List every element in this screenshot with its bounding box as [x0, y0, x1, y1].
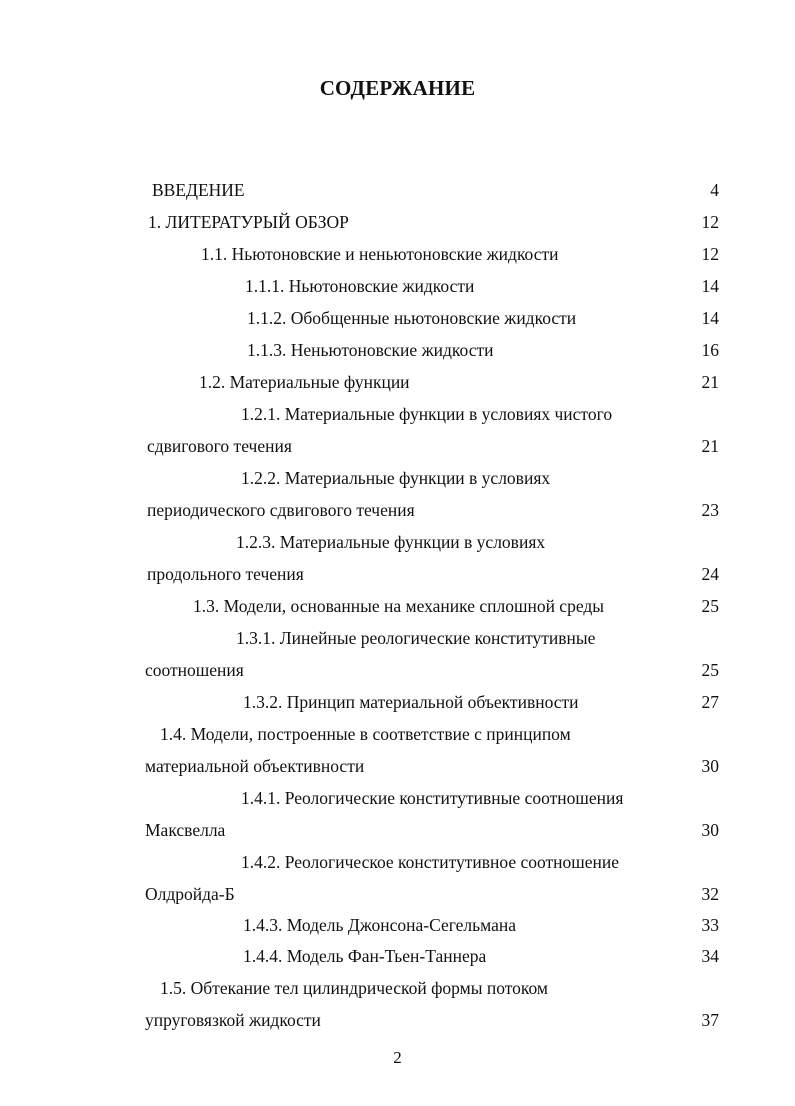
toc-entry-text: 1.3. Модели, основанные на механике сплошной среды: [193, 596, 605, 616]
toc-entry-text: 1.4.3. Модель Джонсона-Сегельмана: [243, 915, 517, 935]
page-number: 2: [393, 1048, 402, 1067]
toc-entry-page: 4: [710, 180, 719, 200]
toc-entry-page: 24: [701, 564, 719, 584]
toc-entry-continuation: Олдройда-Б: [145, 884, 235, 904]
toc-entry-page: 27: [701, 692, 719, 712]
toc-entry-page: 12: [701, 244, 719, 264]
toc-entry-text: 1.4. Модели, построенные в соответствие с принципом: [160, 724, 571, 744]
toc-entry-text: 1.5. Обтекание тел цилиндрической формы потоком: [160, 978, 549, 998]
toc-entry-text: 1.1.1. Ньютоновские жидкости: [245, 276, 475, 296]
toc-entry-continuation: периодического сдвигового течения: [147, 500, 415, 520]
toc-entry-continuation: Максвелла: [145, 820, 226, 840]
toc-entry-page: 32: [701, 884, 719, 904]
toc-entry-text: 1.2.3. Материальные функции в условиях: [236, 532, 546, 552]
toc-entry-continuation: материальной объективности: [145, 756, 365, 776]
page-title: СОДЕРЖАНИЕ: [319, 76, 476, 100]
toc-entry-page: 14: [701, 308, 719, 328]
toc-entry-text: 1.2.2. Материальные функции в условиях: [241, 468, 551, 488]
toc-entry-page: 16: [701, 340, 719, 360]
toc-entry-text: 1.1.3. Неньютоновские жидкости: [247, 340, 494, 360]
toc-entry-continuation: сдвигового течения: [147, 436, 292, 456]
toc-entry-page: 30: [701, 820, 719, 840]
toc-entry-page: 30: [701, 756, 719, 776]
toc-entry-text: 1.3.2. Принцип материальной объективности: [243, 692, 579, 712]
toc-entry-page: 37: [701, 1010, 719, 1030]
toc-entry-page: 23: [701, 500, 719, 520]
toc-entry-text: 1.1.2. Обобщенные ньютоновские жидкости: [247, 308, 577, 328]
toc-entry-continuation: упруговязкой жидкости: [145, 1010, 321, 1030]
toc-entry-text: 1.4.1. Реологические конститутивные соотношения: [241, 788, 624, 808]
toc-entry-text: 1.2.1. Материальные функции в условиях чистого: [241, 404, 613, 424]
toc-entry-page: 14: [701, 276, 719, 296]
toc-entry-page: 25: [701, 596, 719, 616]
toc-entry-text: 1.2. Материальные функции: [199, 372, 410, 392]
toc-entry-text: 1.1. Ньютоновские и неньютоновские жидкости: [201, 244, 559, 264]
toc-entry-text: 1.4.2. Реологическое конститутивное соотношение: [241, 852, 620, 872]
toc-entry-text: 1.4.4. Модель Фан-Тьен-Таннера: [243, 946, 487, 966]
toc-entry-page: 33: [701, 915, 719, 935]
toc-entry-page: 21: [701, 436, 719, 456]
toc-entry-text: 1. ЛИТЕРАТУРЫЙ ОБЗОР: [148, 212, 349, 232]
toc-entry-page: 21: [701, 372, 719, 392]
toc-entry-page: 34: [701, 946, 719, 966]
toc-entry-continuation: продольного течения: [147, 564, 304, 584]
toc-entry-page: 12: [701, 212, 719, 232]
toc-entry-continuation: соотношения: [145, 660, 244, 680]
toc-entry-text: 1.3.1. Линейные реологические конститутивные: [236, 628, 596, 648]
toc-entry-page: 25: [701, 660, 719, 680]
toc-entry-text: ВВЕДЕНИЕ: [152, 180, 245, 200]
